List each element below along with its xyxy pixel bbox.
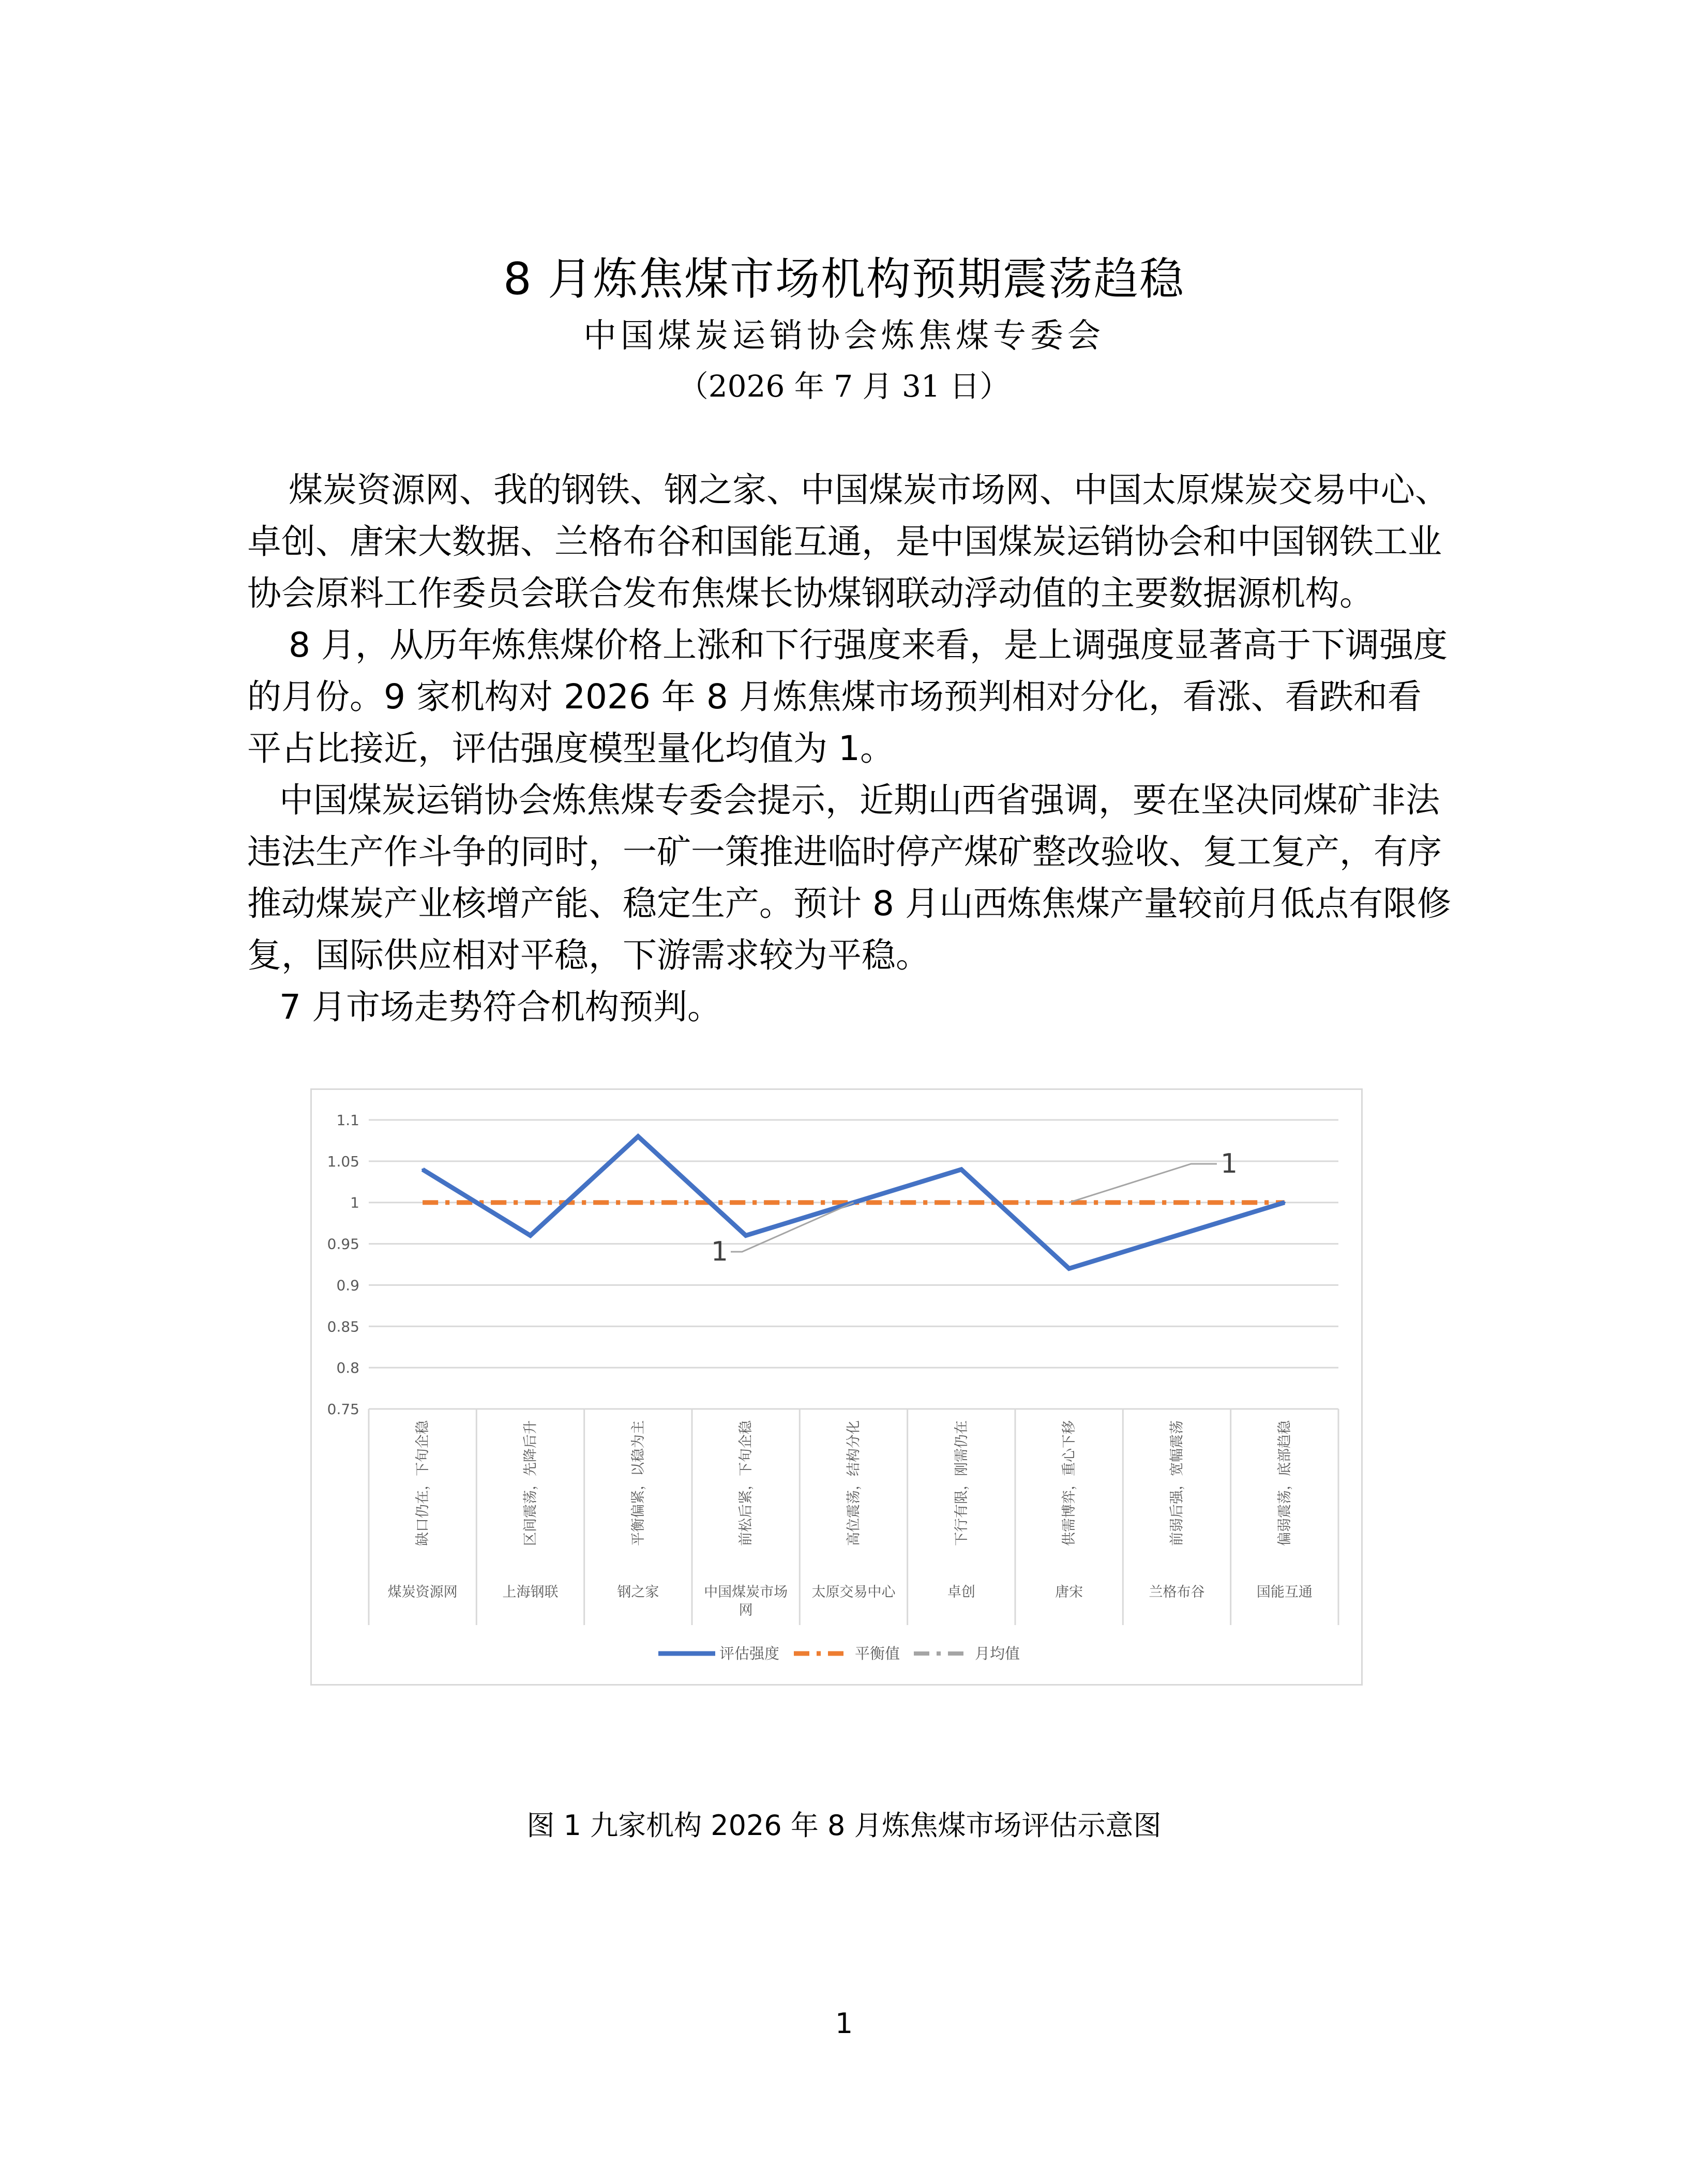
data-point — [1176, 1235, 1178, 1237]
data-point — [745, 1235, 747, 1237]
paragraph-sources: 煤炭资源网、我的钢铁、钢之家、中国煤炭市场网、中国太原煤炭交易中心、卓创、唐宋大数据、兰格布谷和国能互通，是中国煤炭运销协会和中国钢铁工业协会原料工作委员会联合发布焦煤长协煤钢联动浮动值的主要数据源机构。 — [247, 470, 1449, 613]
data-point — [637, 1135, 639, 1138]
category-label: 国能互通 — [1256, 1584, 1313, 1600]
chart-container — [310, 1088, 1363, 1686]
data-point — [530, 1235, 532, 1237]
y-tick-label: 1 — [350, 1194, 359, 1211]
category-label: 中国煤炭市场 — [704, 1584, 788, 1600]
legend-label: 平衡值 — [855, 1645, 900, 1662]
data-point — [1068, 1267, 1070, 1269]
paragraph-july-review: 7 月市场走势符合机构预判。 — [279, 987, 721, 1027]
data-label: 1 — [711, 1236, 728, 1267]
y-tick-label: 0.95 — [327, 1235, 359, 1253]
document-title: 8 月炼焦煤市场机构预期震荡趋稳 — [503, 253, 1185, 305]
category-comment: 区间震荡，先降后升 — [522, 1420, 539, 1546]
category-comment: 前弱后强，宽幅震荡 — [1169, 1420, 1185, 1546]
category-comment: 高位震荡，结构分化 — [846, 1420, 862, 1546]
y-tick-label: 0.85 — [327, 1318, 359, 1336]
legend-label: 月均值 — [975, 1645, 1020, 1662]
category-comment: 偏弱震荡，底部趋稳 — [1276, 1420, 1293, 1546]
document-subtitle: 中国煤炭运销协会炼焦煤专委会 — [583, 317, 1105, 355]
y-tick-label: 0.75 — [327, 1401, 359, 1418]
data-point — [421, 1169, 424, 1171]
y-tick-label: 1.1 — [336, 1112, 359, 1129]
category-label: 钢之家 — [617, 1584, 659, 1600]
category-label: 煤炭资源网 — [387, 1584, 458, 1600]
category-label: 兰格布谷 — [1149, 1584, 1205, 1600]
category-comment: 前松后紧，下旬企稳 — [738, 1420, 755, 1546]
category-label: 太原交易中心 — [811, 1584, 896, 1600]
category-comment: 供需博弈，重心下移 — [1061, 1420, 1078, 1546]
y-tick-label: 0.8 — [336, 1359, 359, 1377]
data-point — [960, 1169, 962, 1171]
category-label: 卓创 — [947, 1584, 975, 1600]
legend-item — [914, 1645, 1020, 1662]
legend-label: 评估强度 — [719, 1645, 780, 1662]
y-tick-label: 0.9 — [336, 1277, 359, 1294]
paragraph-committee-note: 中国煤炭运销协会炼焦煤专委会提示，近期山西省强调，要在坚决同煤矿非法违法生产作斗争的同时，一矿一策推进临时停产煤矿整改验收、复工复产，有序推动煤炭产业核增产能、稳定生产。预计 8 月山西炼焦煤产量较前月低点有限修复，国际供应相对平稳，下游需求较为平稳。 — [247, 780, 1451, 975]
page-number: 1 — [835, 2007, 853, 2040]
data-label-leader — [1069, 1164, 1217, 1203]
legend-item — [658, 1645, 779, 1662]
category-label: 唐宋 — [1055, 1584, 1083, 1600]
figure-caption: 图 1 九家机构 2026 年 8 月炼焦煤市场评估示意图 — [526, 1809, 1162, 1842]
paragraph-august-outlook: 8 月，从历年炼焦煤价格上涨和下行强度来看，是上调强度显著高于下调强度的月份。9 家机构对 2026 年 8 月炼焦煤市场预判相对分化，看涨、看跌和看平占比接近，评估强度模型量化均值为 1。 — [247, 625, 1448, 768]
y-tick-label: 1.05 — [327, 1152, 359, 1170]
legend-item — [794, 1645, 900, 1662]
category-comment: 平衡偏紧，以稳为主 — [630, 1420, 646, 1546]
document-date: （2026 年 7 月 31 日） — [678, 369, 1010, 404]
evaluation-line-chart — [312, 1090, 1364, 1687]
data-label: 1 — [1220, 1148, 1238, 1179]
data-point — [1284, 1202, 1286, 1204]
category-comment: 下行有限，刚需仍在 — [953, 1420, 970, 1546]
category-label: 上海钢联 — [502, 1584, 559, 1600]
category-label-cont: 网 — [739, 1602, 753, 1618]
category-comment: 缺口仍在，下旬企稳 — [415, 1420, 431, 1546]
